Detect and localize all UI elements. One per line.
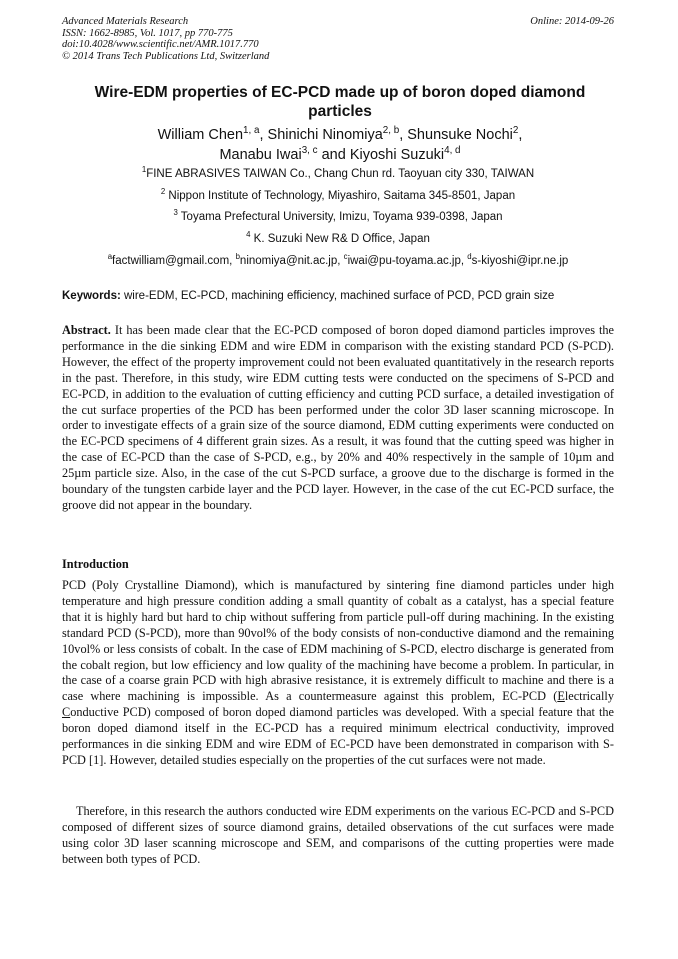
affiliation — [62, 165, 614, 180]
email-mark: a — [107, 252, 113, 262]
author-list — [90, 125, 590, 165]
paragraph-text: PCD (Poly Crystalline Diamond), which is manufactured by sintering fine diamond particles under high temperature and high pressure condition adding a small quantity of cobalt as a catalyst, has a special feature that it is highly hard but hard to chip without suffering from particle pull-off during machining. In the existing standard PCD (S-PCD), more than 90vol% of the body consists of non-conductive diamond and the remaining 10vol% or less consists of cobalt. In the case of EDM machining of S-PCD, electro discharge is generated from the cobalt region, but low efficiency and low quality of the machining have become a problem. In particular, in the case of a coarse grain PCD with high abrasive resistance, it is extremely difficult to machine and there is a case where machining is impossible. As a countermeasure against this problem, EC-PCD ( — [62, 578, 614, 704]
affiliation — [62, 230, 614, 245]
paragraph-text: composed of boron doped diamond particles was developed. With a special feature that the boron doped diamond itself in the EC-PCD has a required minimum electrical conductivity, improved performances in die sinking EDM and wire EDM of EC-PCD have been demonstrated in comparison with S-PCD [1]. However, detailed studies especially on the properties of the cut surfaces were not made. — [62, 705, 614, 767]
affiliation-text: K. Suzuki New R& D Office, Japan — [250, 233, 430, 245]
email-address: ninomiya@nit.ac.jp, — [239, 255, 344, 267]
author-separator: , — [259, 127, 268, 143]
underlined-letter: E — [557, 689, 565, 704]
email-mark: d — [467, 252, 472, 262]
author-affiliation-mark: 4, d — [444, 145, 461, 157]
email-address: iwai@pu-toyama.ac.jp, — [347, 255, 468, 267]
author-affiliation-mark: 2, b — [382, 125, 400, 137]
affiliation — [62, 208, 614, 223]
affiliation-text: FINE ABRASIVES TAIWAN Co., Chang Chun rd. Taoyuan city 330, TAIWAN — [146, 168, 535, 180]
affiliation-mark: 3 — [173, 208, 178, 218]
author-name: Kiyoshi Suzuki — [349, 147, 445, 163]
paper-title: Wire-EDM properties of EC-PCD made up of boron doped diamond particles — [94, 84, 586, 120]
author-separator: , — [399, 127, 408, 143]
journal-header — [62, 16, 269, 62]
copyright-line: © 2014 Trans Tech Publications Ltd, Switzerland — [62, 50, 270, 62]
abstract — [62, 323, 614, 514]
keywords-label: Keywords: — [62, 290, 121, 302]
journal-name: Advanced Materials Research — [62, 16, 189, 27]
author-name: William Chen — [157, 127, 244, 143]
author-affiliation-mark: 3, c — [301, 145, 318, 157]
paragraph-text: onductive PCD) — [70, 705, 151, 720]
email-list — [62, 252, 614, 267]
paragraph-text: lectrically — [564, 689, 614, 704]
author-name: Shunsuke Nochi — [407, 127, 513, 143]
underlined-letter: C — [62, 705, 71, 720]
author-name: Shinichi Ninomiya — [267, 127, 383, 143]
issn-line: ISSN: 1662-8985, Vol. 1017, pp 770-775 — [62, 27, 233, 39]
author-separator: and — [317, 147, 350, 163]
email-address: factwilliam@gmail.com, — [112, 255, 236, 267]
abstract-label: Abstract. — [62, 323, 111, 337]
introduction-paragraph: Therefore, in this research the authors conducted wire EDM experiments on the various EC-PCD and S-PCD composed of different sizes of source diamond grains, detailed observations of the cut surfaces were made using color 3D laser scanning microscope and SEM, and comparisons of the cutting properties were made between both types of PCD. — [62, 804, 614, 866]
affiliation-mark: 2 — [160, 187, 166, 197]
affiliation-text: Nippon Institute of Technology, Miyashiro, Saitama 345-8501, Japan — [165, 190, 516, 202]
introduction-paragraph — [62, 578, 614, 769]
online-date: Online: 2014-09-26 — [530, 16, 614, 27]
author-affiliation-mark: 1, a — [243, 125, 260, 137]
abstract-text: It has been made clear that the EC-PCD composed of boron doped diamond particles improves the performance in the die sinking EDM and wire EDM in comparison with the existing standard PCD (S-PCD). However, the effect of the property improvement could not been evaluated quantitatively in the research reports in the past. Therefore, in this study, wire EDM cutting tests were conducted on the specimens of S-PCD and EC-PCD, in addition to the evaluation of cutting efficiency and cutting PCD surface, a detailed investigation of the cut surface properties of the PCD has been performed under the color 3D laser scanning microscope. In order to investigate effects of a grain size of the source diamond, EDM cutting experiments were conducted on the EC-PCD specimens of 4 different grain sizes. As a result, it was found that the cutting speed was higher in the case of EC-PCD than the case of S-PCD, e.g., by 20% and 40% respectively in the sample of 10µm and 25µm particle size. Also, in the case of the cut S-PCD surface, a groove due to the discharge is formed in the boundary of the tungsten carbide layer and the PCD layer. However, in the case of the cut EC-PCD surface, the groove did not appear in the boundary. — [62, 323, 614, 512]
author-affiliation-mark: 2 — [512, 125, 519, 137]
keywords — [62, 290, 622, 302]
affiliation-mark: 1 — [141, 165, 147, 175]
email-mark: b — [235, 252, 240, 262]
affiliation-mark: 4 — [246, 230, 251, 240]
doi-line: doi:10.4028/www.scientific.net/AMR.1017.770 — [62, 39, 259, 51]
author-name: Manabu Iwai — [219, 147, 302, 163]
section-heading-introduction: Introduction — [62, 557, 129, 571]
affiliation — [62, 187, 614, 202]
author-separator: , — [518, 127, 523, 143]
keywords-text: wire-EDM, EC-PCD, machining efficiency, machined surface of PCD, PCD grain size — [120, 290, 555, 302]
affiliation-text: Toyama Prefectural University, Imizu, Toyama 939-0398, Japan — [177, 211, 503, 223]
email-address: s-kiyoshi@ipr.ne.jp — [471, 255, 569, 267]
email-mark: c — [343, 252, 348, 262]
